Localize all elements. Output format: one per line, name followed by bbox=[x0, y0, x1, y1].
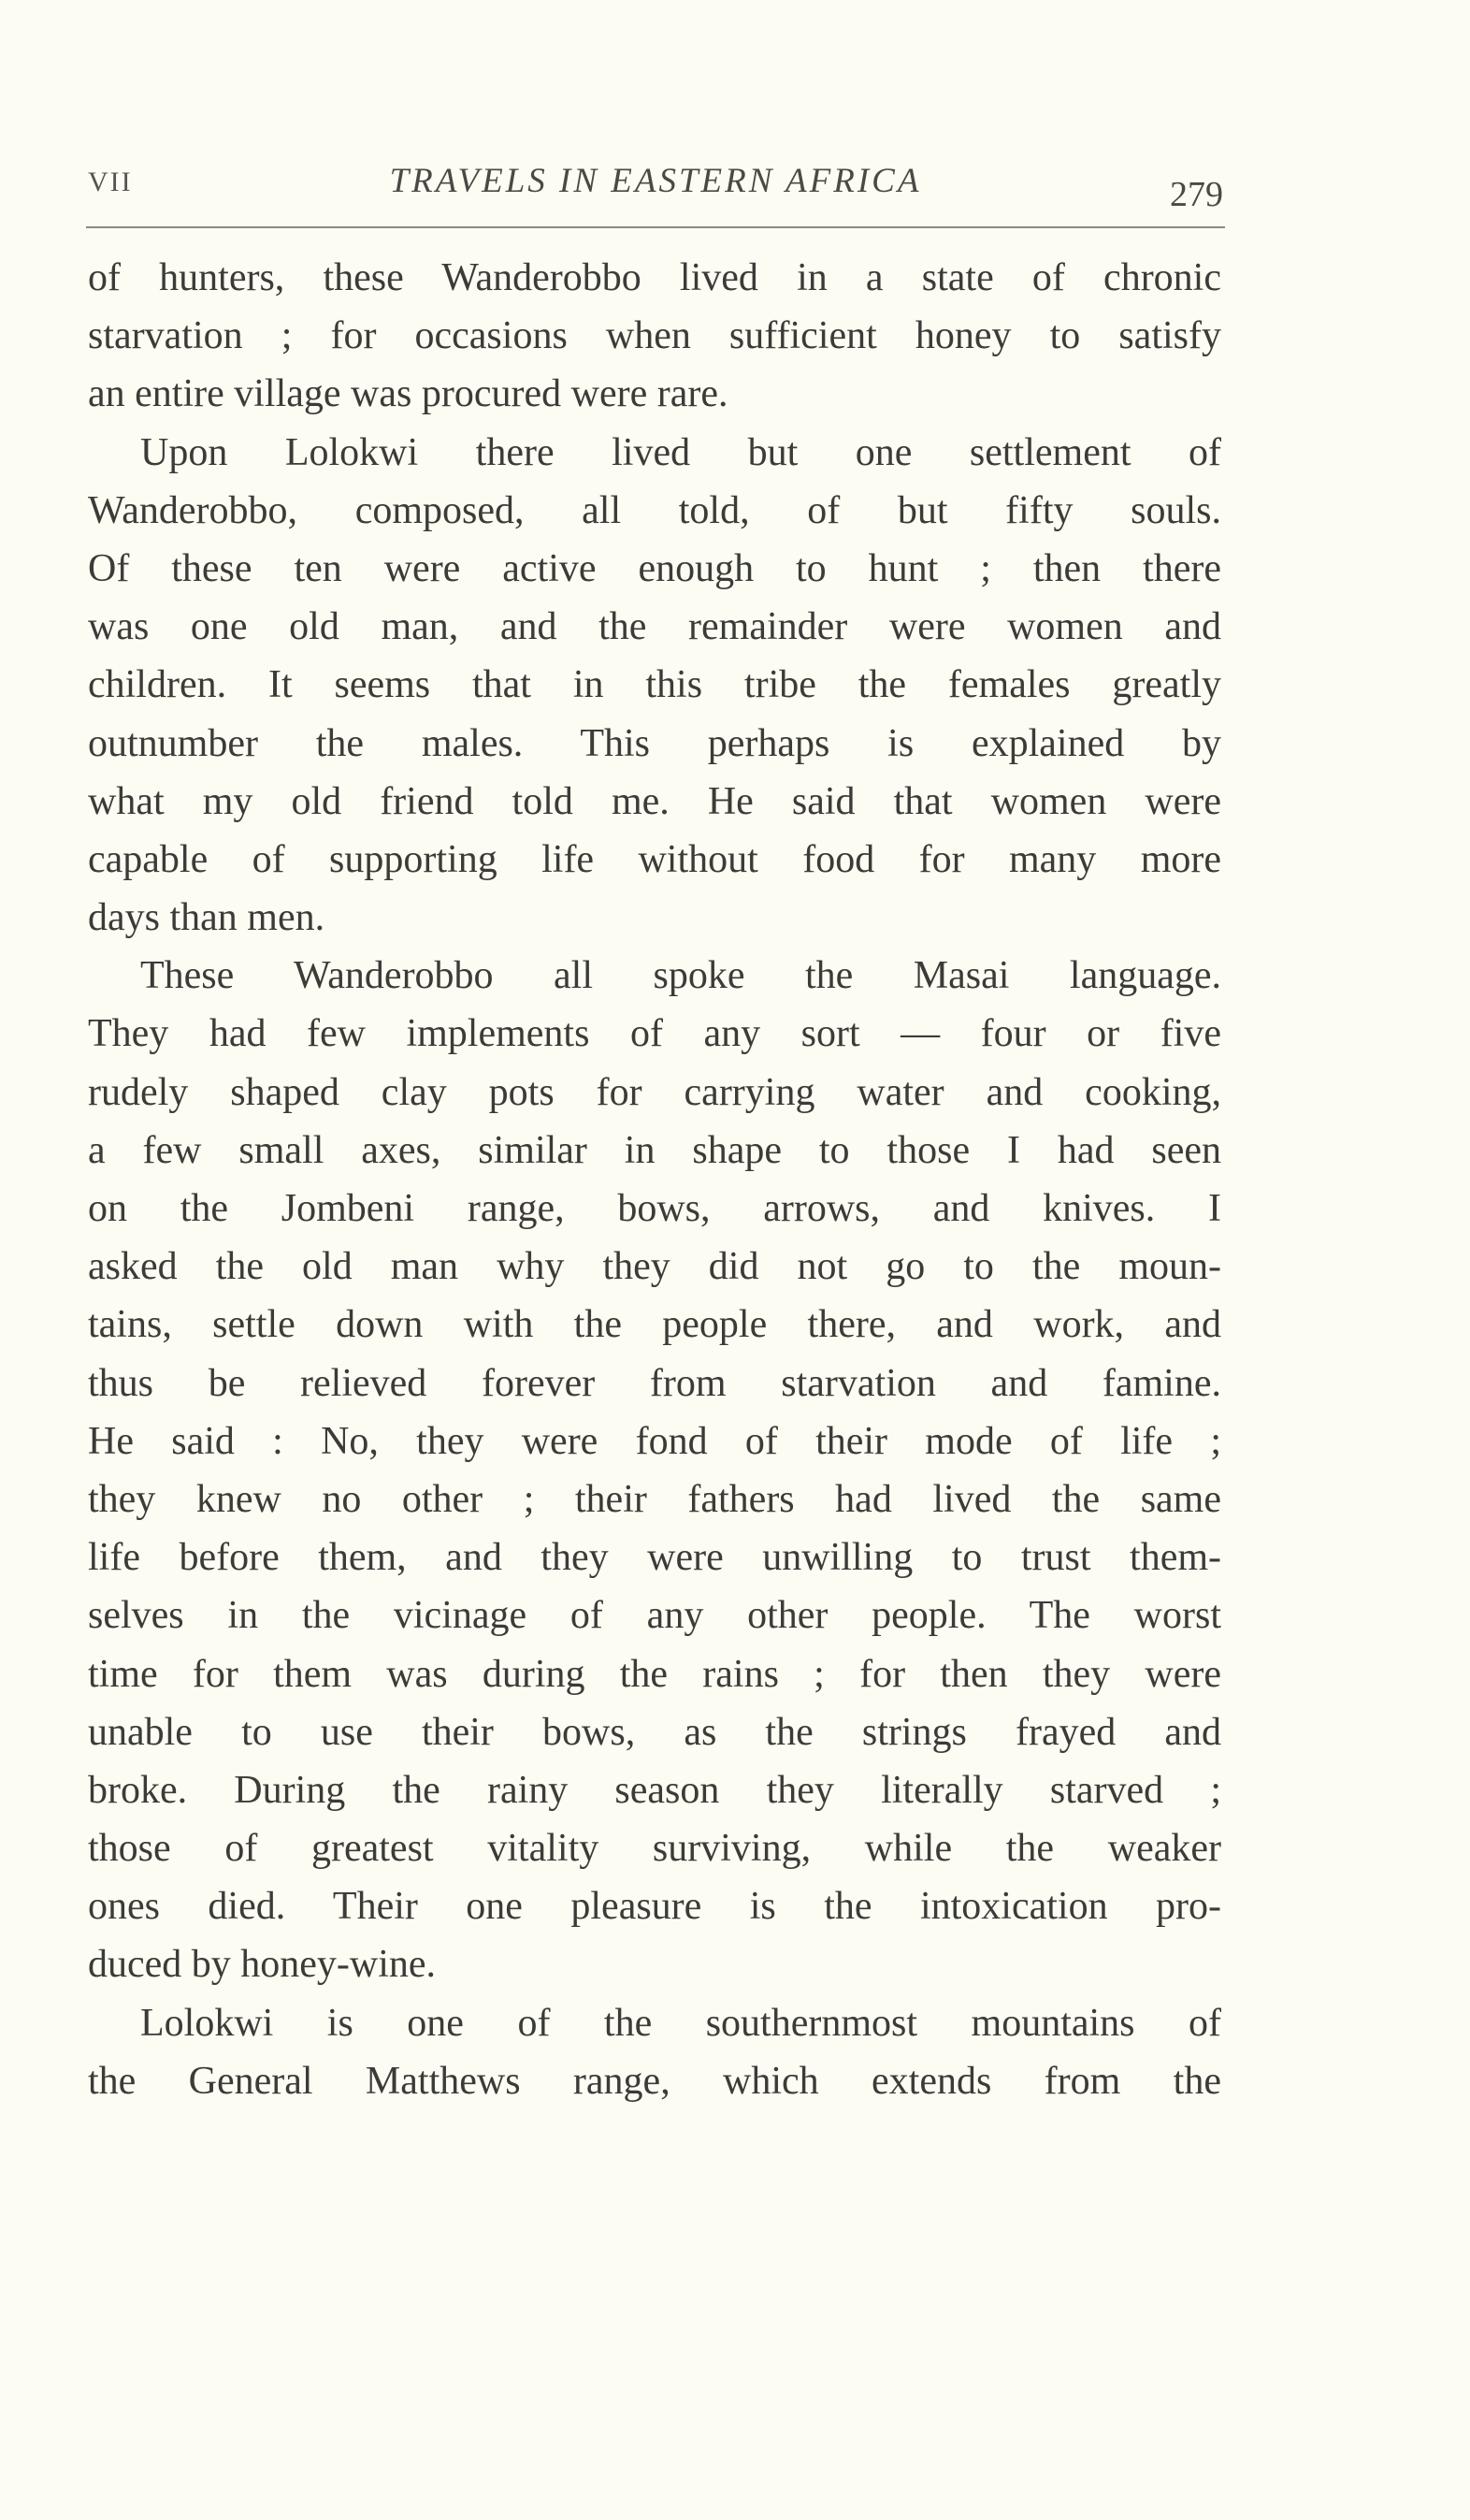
text-line: He said : No, they were fond of their mode of life ; bbox=[88, 1419, 1221, 1463]
text-line: asked the old man why they did not go to the moun- bbox=[88, 1245, 1221, 1289]
text-line: Upon Lolokwi there lived but one settlement of bbox=[140, 430, 1221, 474]
paragraph bbox=[88, 947, 1221, 1993]
text-line: capable of supporting life without food for many more bbox=[88, 837, 1221, 881]
text-line: rudely shaped clay pots for carrying water and cooking, bbox=[88, 1070, 1221, 1114]
text-line: life before them, and they were unwilling to trust them- bbox=[88, 1536, 1221, 1580]
text-line: they knew no other ; their fathers had lived the same bbox=[88, 1477, 1221, 1521]
text-line: the General Matthews range, which extends from the bbox=[88, 2059, 1221, 2103]
text-line: tains, settle down with the people there, and work, and bbox=[88, 1303, 1221, 1347]
text-line: These Wanderobbo all spoke the Masai language. bbox=[140, 954, 1221, 998]
text-line: children. It seems that in this tribe the females greatly bbox=[88, 663, 1221, 707]
text-line: time for them was during the rains ; for then they were bbox=[88, 1652, 1221, 1696]
text-line: Lolokwi is one of the southernmost mountains of bbox=[140, 2001, 1221, 2045]
body-text bbox=[88, 249, 1221, 2110]
text-line: broke. During the rainy season they literally starved ; bbox=[88, 1768, 1221, 1812]
paragraph bbox=[88, 249, 1221, 424]
text-line: selves in the vicinage of any other people. The worst bbox=[88, 1594, 1221, 1638]
running-title: TRAVELS IN EASTERN AFRICA bbox=[389, 162, 922, 200]
text-line: what my old friend told me. He said that women were bbox=[88, 779, 1221, 823]
paragraph bbox=[88, 1994, 1221, 2110]
text-line: a few small axes, similar in shape to those I had seen bbox=[88, 1128, 1221, 1172]
text-line: starvation ; for occasions when sufficient honey to satisfy bbox=[88, 314, 1221, 358]
chapter-number: VII bbox=[88, 167, 133, 197]
running-head bbox=[88, 161, 1223, 214]
text-line: of hunters, these Wanderobbo lived in a state of chronic bbox=[88, 256, 1221, 299]
text-line: outnumber the males. This perhaps is explained by bbox=[88, 721, 1221, 765]
text-line: ones died. Their one pleasure is the intoxication pro- bbox=[88, 1885, 1221, 1929]
text-line: on the Jombeni range, bows, arrows, and knives. I bbox=[88, 1187, 1221, 1230]
text-line: Wanderobbo, composed, all told, of but fifty souls. bbox=[88, 488, 1221, 532]
header-rule bbox=[86, 226, 1225, 228]
text-line: Of these ten were active enough to hunt ; then there bbox=[88, 546, 1221, 590]
text-line: They had few implements of any sort — four or five bbox=[88, 1012, 1221, 1056]
text-line: those of greatest vitality surviving, while the weaker bbox=[88, 1827, 1221, 1871]
text-line: thus be relieved forever from starvation and famine. bbox=[88, 1361, 1221, 1405]
paragraph bbox=[88, 424, 1221, 948]
text-line: duced by honey-wine. bbox=[88, 1943, 437, 1987]
text-line: unable to use their bows, as the strings frayed and bbox=[88, 1710, 1221, 1754]
page-number: 279 bbox=[1170, 175, 1223, 214]
text-line: days than men. bbox=[88, 896, 325, 940]
text-line: was one old man, and the remainder were women and bbox=[88, 605, 1221, 649]
text-line: an entire village was procured were rare. bbox=[88, 372, 728, 416]
